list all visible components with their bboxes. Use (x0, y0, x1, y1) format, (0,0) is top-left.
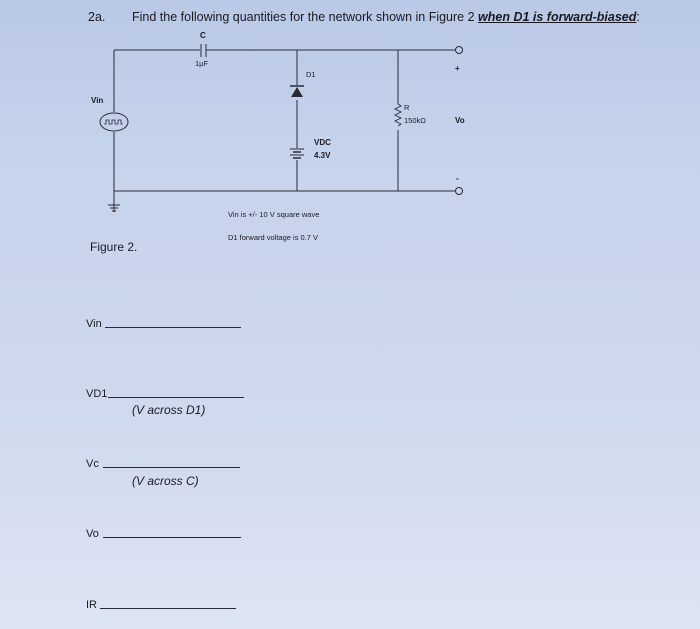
output-terminal-top (456, 47, 463, 54)
note-square-wave: Vin is +/- 10 V square wave (228, 210, 320, 219)
answer-line-vc[interactable] (103, 467, 240, 468)
answer-label-ir: IR (86, 599, 97, 611)
dc-name: VDC (314, 138, 331, 147)
question-prompt: Find the following quantities for the network shown in Figure 2 (132, 10, 479, 24)
resistor-value: 150kΩ (404, 116, 426, 125)
answer-label-vd1: VD1 (86, 388, 108, 400)
output-minus: - (456, 174, 459, 183)
resistor-name: R (404, 103, 410, 112)
answer-line-vd1[interactable] (108, 397, 244, 398)
question-condition: when D1 is forward-biased (478, 10, 637, 24)
output-label: Vo (455, 116, 465, 125)
source-label: Vin (91, 96, 104, 105)
answer-hint-vd1: (V across D1) (132, 403, 206, 417)
answer-line-vo[interactable] (103, 537, 241, 538)
answer-line-vin[interactable] (105, 327, 241, 328)
capacitor-name: C (200, 31, 206, 40)
answer-label-vin: Vin (86, 318, 102, 330)
diode-name: D1 (306, 70, 316, 79)
capacitor-value: 1μF (195, 59, 209, 68)
dc-value: 4.3V (314, 151, 331, 160)
output-terminal-bottom (456, 188, 463, 195)
ac-source-icon (100, 113, 128, 131)
answer-label-vc: Vc (86, 458, 99, 470)
note-forward-voltage: D1 forward voltage is 0.7 V (228, 233, 319, 242)
resistor-icon (395, 104, 401, 126)
figure-caption: Figure 2. (90, 240, 138, 254)
battery-icon (290, 149, 304, 158)
diode-icon (291, 87, 303, 97)
answer-line-ir[interactable] (100, 608, 236, 609)
output-plus: + (455, 64, 460, 73)
answer-label-vo: Vo (86, 528, 99, 540)
question-number: 2a. (88, 10, 106, 24)
question-colon: : (636, 10, 640, 24)
square-wave-icon (104, 120, 123, 124)
answer-hint-vc: (V across C) (132, 474, 199, 488)
